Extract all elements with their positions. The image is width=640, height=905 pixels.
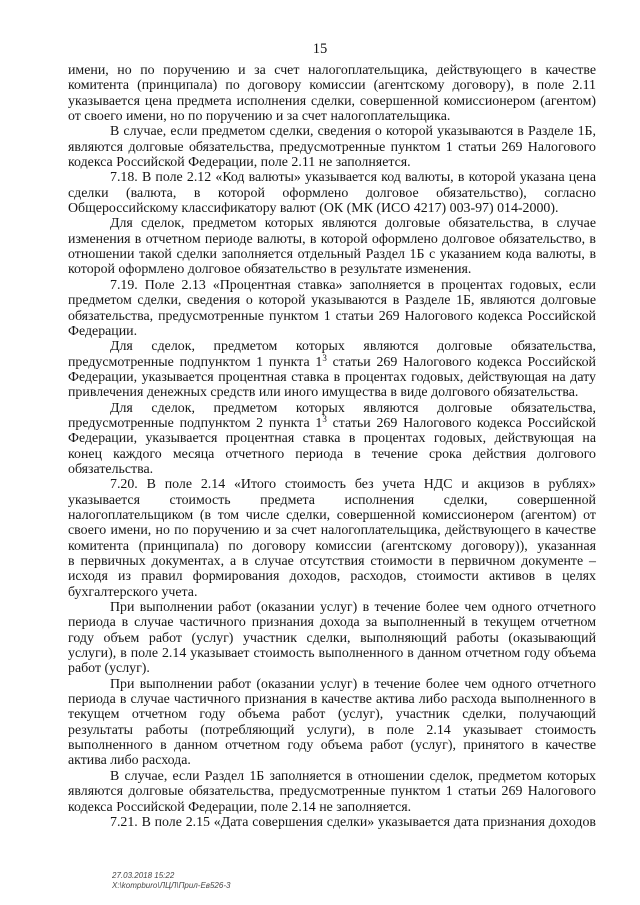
- text-line: от своего имени, но по поручению и за счет налогоплательщика.: [68, 109, 451, 125]
- text-line: работ (услуг).: [68, 661, 150, 677]
- paragraph: [68, 216, 596, 277]
- paragraph: [68, 339, 596, 400]
- paragraph: [68, 124, 596, 170]
- text-line: 7.21. В поле 2.15 «Дата совершения сделки» указывается дата признания доходов: [110, 814, 596, 830]
- text-line: В случае, если предметом сделки, сведения о которой указываются в Разделе 1Б,: [110, 124, 596, 140]
- text-line: имени, но по поручению и за счет налогоплательщика, действующего в качестве: [68, 63, 596, 78]
- text-line: комитента (принципала) по договору комиссии (агентскому договору)), указанная: [68, 538, 596, 554]
- text-line: обязательства.: [68, 461, 154, 477]
- text-line: комитента (принципала) по договору комиссии (агентскому договору), в поле 2.11: [68, 78, 596, 94]
- text-line: 7.18. В поле 2.12 «Код валюты» указывается код валюты, в которой указана цена: [110, 170, 596, 186]
- footer-path: X:\kompburo\ЛЦЛ\Прил-Ев526-3: [112, 881, 231, 890]
- paragraph: [68, 401, 596, 478]
- text-line: Федерации, указывается процентная ставка в процентах годовых, действующая на: [68, 431, 596, 447]
- text-line: исходя из правил формирования доходов, расходов, стоимости активов в целях: [68, 569, 596, 585]
- text-line: предусмотренные подпунктом 2 пункта $1^3$ статьи 269 Налогового кодекса Российской: [68, 413, 596, 431]
- footer-date: 27.03.2018 15:22: [112, 871, 175, 880]
- text-line: Для сделок, предметом которых являются долговые обязательства, в случае: [110, 216, 596, 232]
- text-line: обязательства, предусмотренные пунктом 1 статьи 269 Налогового кодекса Российской: [68, 308, 596, 324]
- text-line: Для сделок, предметом которых являются долговые обязательства,: [110, 339, 596, 355]
- document-body: [68, 63, 596, 830]
- text-line: конец каждого месяца отчетного периода в течение срока действия долгового: [68, 446, 596, 462]
- text-line: периода в случае частичного признания дохода за выполненный в текущем отчетном: [68, 615, 596, 631]
- text-line: услуги), в поле 2.14 указывает стоимость выполненного в данном отчетном году объема: [68, 646, 596, 662]
- text-line: Общероссийскому классификатору валют (ОК (МК (ИСО 4217) 003-97) 014-2000).: [68, 201, 559, 217]
- text-line: которой оформлено долговое обязательство в результате изменения.: [68, 262, 472, 278]
- text-line: текущем отчетном году объема работ (услуг), участник сделки, получающий: [68, 707, 596, 723]
- text-line: кодекса Российской Федерации, поле 2.14 не заполняется.: [68, 799, 412, 815]
- footer-stamp: [112, 871, 230, 891]
- paragraph: [68, 477, 596, 600]
- paragraph: [68, 815, 596, 830]
- text-line: являются долговые обязательства, предусмотренные пунктом 1 статьи 269 Налогового: [68, 139, 596, 155]
- paragraph: [68, 769, 596, 815]
- paragraph: [68, 170, 596, 216]
- text-line: выполненного в данном отчетном году объема работ (услуг), принятого в качестве: [68, 738, 596, 754]
- text-line: периода в случае частичного признания в качестве актива либо расхода выполненного в: [68, 692, 596, 708]
- paragraph: [68, 677, 596, 769]
- text-line: своего имени, но по поручению и за счет налогоплательщика, действующего в качестве: [68, 523, 596, 539]
- text-line: предусмотренные подпунктом 1 пункта $1^3$ статьи 269 Налогового кодекса Российской: [68, 352, 596, 370]
- text-line: изменения в отчетном периоде валюты, в которой оформлено долговое обязательство, в: [68, 231, 596, 247]
- text-line: налогоплательщиком (в том числе сделки, совершенной комиссионером (агентом) от: [68, 507, 596, 523]
- text-line: результаты работы (потребляющий услуги), в поле 2.14 указывает стоимость: [68, 722, 596, 738]
- page-number: 15: [312, 41, 328, 57]
- text-line: актива либо расхода.: [68, 753, 191, 769]
- text-line: являются долговые обязательства, предусмотренные пунктом 1 статьи 269 Налогового: [68, 784, 596, 800]
- text-line: бухгалтерского учета.: [68, 584, 198, 600]
- text-line: предметом сделки, сведения о которой указываются в Разделе 1Б, являются долговые: [68, 293, 596, 309]
- paragraph: [68, 278, 596, 339]
- text-line: сделки (валюта, в которой оформлено долговое обязательство), согласно: [68, 185, 596, 201]
- text-line: Для сделок, предметом которых являются долговые обязательства,: [110, 400, 596, 416]
- text-line: При выполнении работ (оказании услуг) в течение более чем одного отчетного: [110, 676, 596, 692]
- text-line: Федерации.: [68, 323, 138, 339]
- text-line: При выполнении работ (оказании услуг) в течение более чем одного отчетного: [110, 600, 596, 616]
- text-line: В случае, если Раздел 1Б заполняется в отношении сделок, предметом которых: [110, 768, 596, 784]
- text-line: указывается цена предмета исполнения сделки, совершенной комиссионером (агентом): [68, 93, 596, 109]
- paragraph: [68, 63, 596, 124]
- text-line: 7.20. В поле 2.14 «Итого стоимость без учета НДС и акцизов в рублях»: [110, 477, 596, 493]
- text-line: указывается стоимость предмета исполнения сделки, совершенной: [68, 492, 596, 508]
- text-line: Федерации, указывается процентная ставка в процентах годовых, действующая на дату: [68, 369, 596, 385]
- text-line: отношении такой сделки заполняется отдельный Раздел 1Б с указанием кода валюты, в: [68, 247, 596, 263]
- text-line: в первичных документах, а в случае отсутствия стоимости в первичном документе –: [68, 554, 596, 569]
- text-line: привлечения денежных средств или иного имущества в виде долгового обязательства.: [68, 385, 579, 401]
- paragraph: [68, 600, 596, 677]
- text-line: кодекса Российской Федерации, поле 2.11 не заполняется.: [68, 155, 411, 171]
- text-line: 7.19. Поле 2.13 «Процентная ставка» заполняется в процентах годовых, если: [110, 277, 596, 293]
- text-line: году объем работ (услуг) участник сделки, выполняющий работы (оказывающий: [68, 630, 596, 646]
